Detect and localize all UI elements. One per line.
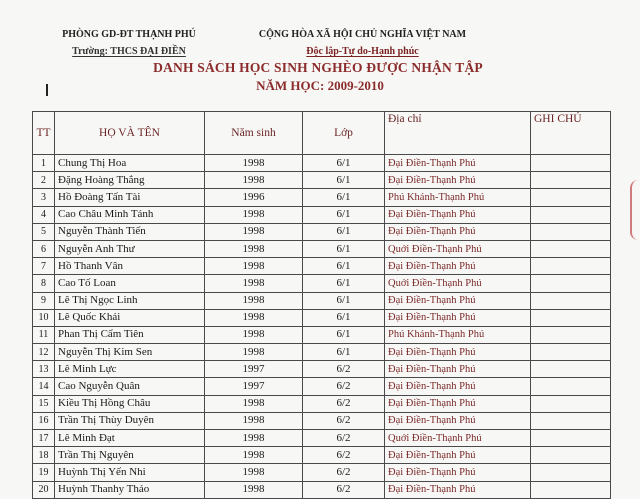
student-name: Kiều Thị Hồng Châu [55, 395, 205, 412]
row-number: 3 [33, 189, 55, 206]
note-cell [531, 361, 611, 378]
row-number: 20 [33, 481, 55, 498]
class-name: 6/2 [303, 430, 385, 447]
birth-year: 1997 [205, 361, 303, 378]
address: Đại Điền-Thạnh Phú [385, 481, 531, 498]
birth-year: 1998 [205, 240, 303, 257]
table-row [33, 378, 611, 395]
row-number: 7 [33, 258, 55, 275]
header-right [250, 26, 475, 60]
table-row [33, 223, 611, 240]
department-name: PHÒNG GD-ĐT THẠNH PHÚ [62, 29, 196, 40]
birth-year: 1996 [205, 189, 303, 206]
student-name: Huỳnh Thanhy Thảo [55, 481, 205, 498]
stamp-edge [630, 180, 640, 240]
class-name: 6/2 [303, 361, 385, 378]
row-number: 11 [33, 326, 55, 343]
birth-year: 1998 [205, 275, 303, 292]
class-name: 6/1 [303, 326, 385, 343]
school-year: NĂM HỌC: 2009-2010 [256, 78, 384, 93]
birth-year: 1998 [205, 155, 303, 172]
note-cell [531, 258, 611, 275]
row-number: 16 [33, 412, 55, 429]
student-name: Hồ Đoàng Tấn Tài [55, 189, 205, 206]
class-name: 6/2 [303, 464, 385, 481]
row-number: 2 [33, 172, 55, 189]
student-name: Nguyễn Thị Kim Sen [55, 344, 205, 361]
address: Phú Khánh-Thạnh Phú [385, 326, 531, 343]
row-number: 18 [33, 447, 55, 464]
address: Đại Điền-Thạnh Phú [385, 464, 531, 481]
birth-year: 1998 [205, 447, 303, 464]
table-row [33, 275, 611, 292]
school-name: Trường: THCS ĐẠI ĐIỀN [72, 46, 186, 57]
row-number: 4 [33, 206, 55, 223]
student-name: Lê Minh Đạt [55, 430, 205, 447]
row-number: 17 [33, 430, 55, 447]
note-cell [531, 206, 611, 223]
note-cell [531, 412, 611, 429]
address: Quới Điền-Thạnh Phú [385, 275, 531, 292]
row-number: 19 [33, 464, 55, 481]
birth-year: 1998 [205, 464, 303, 481]
student-name: Trần Thị Nguyên [55, 447, 205, 464]
class-name: 6/2 [303, 447, 385, 464]
address: Đại Điền-Thạnh Phú [385, 223, 531, 240]
class-name: 6/1 [303, 344, 385, 361]
table-row [33, 155, 611, 172]
table-row [33, 395, 611, 412]
class-name: 6/1 [303, 172, 385, 189]
student-table [32, 111, 611, 499]
note-cell [531, 326, 611, 343]
address: Đại Điền-Thạnh Phú [385, 412, 531, 429]
table-row [33, 206, 611, 223]
note-cell [531, 155, 611, 172]
note-cell [531, 223, 611, 240]
birth-year: 1998 [205, 292, 303, 309]
col-header-birth-year: Năm sinh [205, 112, 303, 155]
student-name: Nguyễn Thành Tiến [55, 223, 205, 240]
address: Phú Khánh-Thạnh Phú [385, 189, 531, 206]
note-cell [531, 447, 611, 464]
table-row [33, 172, 611, 189]
address: Quới Điền-Thạnh Phú [385, 240, 531, 257]
row-number: 6 [33, 240, 55, 257]
table-row [33, 464, 611, 481]
address: Đại Điền-Thạnh Phú [385, 447, 531, 464]
student-name: Phan Thị Cẩm Tiên [55, 326, 205, 343]
row-number: 9 [33, 292, 55, 309]
student-name: Hồ Thanh Vân [55, 258, 205, 275]
birth-year: 1998 [205, 430, 303, 447]
class-name: 6/1 [303, 240, 385, 257]
birth-year: 1998 [205, 258, 303, 275]
table-row [33, 189, 611, 206]
table-row [33, 292, 611, 309]
student-name: Cao Châu Minh Tánh [55, 206, 205, 223]
student-name: Lê Minh Lực [55, 361, 205, 378]
class-name: 6/1 [303, 258, 385, 275]
note-cell [531, 378, 611, 395]
class-name: 6/1 [303, 189, 385, 206]
header-left [44, 26, 214, 60]
birth-year: 1998 [205, 326, 303, 343]
national-motto: Độc lập-Tự do-Hạnh phúc [306, 46, 419, 57]
birth-year: 1998 [205, 172, 303, 189]
col-header-class: Lớp [303, 112, 385, 155]
note-cell [531, 309, 611, 326]
document-title: DANH SÁCH HỌC SINH NGHÈO ĐƯỢC NHẬN TẬP [153, 60, 483, 75]
address: Đại Điền-Thạnh Phú [385, 258, 531, 275]
class-name: 6/1 [303, 275, 385, 292]
address: Đại Điền-Thạnh Phú [385, 206, 531, 223]
student-name: Trần Thị Thùy Duyên [55, 412, 205, 429]
col-header-stt: TT [33, 112, 55, 155]
address: Đại Điền-Thạnh Phú [385, 292, 531, 309]
student-name: Đặng Hoàng Thắng [55, 172, 205, 189]
note-cell [531, 275, 611, 292]
table-header-row [33, 112, 611, 155]
row-number: 13 [33, 361, 55, 378]
table-row [33, 309, 611, 326]
class-name: 6/1 [303, 292, 385, 309]
row-number: 1 [33, 155, 55, 172]
class-name: 6/1 [303, 206, 385, 223]
address: Đại Điền-Thạnh Phú [385, 378, 531, 395]
note-cell [531, 240, 611, 257]
address: Đại Điền-Thạnh Phú [385, 309, 531, 326]
birth-year: 1998 [205, 309, 303, 326]
note-cell [531, 292, 611, 309]
note-cell [531, 481, 611, 498]
student-name: Chung Thị Hoa [55, 155, 205, 172]
row-number: 5 [33, 223, 55, 240]
birth-year: 1998 [205, 395, 303, 412]
note-cell [531, 172, 611, 189]
class-name: 6/1 [303, 223, 385, 240]
col-header-note: GHI CHÚ [531, 112, 611, 155]
table-row [33, 447, 611, 464]
student-name: Nguyễn Anh Thư [55, 240, 205, 257]
birth-year: 1998 [205, 206, 303, 223]
table-row [33, 430, 611, 447]
note-cell [531, 464, 611, 481]
table-row [33, 326, 611, 343]
birth-year: 1998 [205, 223, 303, 240]
note-cell [531, 430, 611, 447]
table-row [33, 258, 611, 275]
row-number: 10 [33, 309, 55, 326]
note-cell [531, 189, 611, 206]
table-row [33, 240, 611, 257]
table-row [33, 361, 611, 378]
address: Đại Điền-Thạnh Phú [385, 361, 531, 378]
table-row [33, 344, 611, 361]
student-name: Lê Thị Ngọc Linh [55, 292, 205, 309]
address: Đại Điền-Thạnh Phú [385, 172, 531, 189]
class-name: 6/1 [303, 155, 385, 172]
class-name: 6/2 [303, 412, 385, 429]
birth-year: 1998 [205, 481, 303, 498]
col-header-name: HỌ VÀ TÊN [55, 112, 205, 155]
country-name: CỘNG HÒA XÃ HỘI CHỦ NGHĨA VIỆT NAM [258, 29, 467, 40]
student-name: Lê Quốc Khải [55, 309, 205, 326]
row-number: 14 [33, 378, 55, 395]
class-name: 6/2 [303, 481, 385, 498]
birth-year: 1998 [205, 412, 303, 429]
row-number: 8 [33, 275, 55, 292]
note-cell [531, 344, 611, 361]
row-number: 15 [33, 395, 55, 412]
col-header-address: Địa chỉ [385, 112, 531, 155]
class-name: 6/1 [303, 309, 385, 326]
table-row [33, 481, 611, 498]
student-name: Cao Nguyễn Quân [55, 378, 205, 395]
address: Đại Điền-Thạnh Phú [385, 395, 531, 412]
class-name: 6/2 [303, 378, 385, 395]
student-name: Cao Tố Loan [55, 275, 205, 292]
address: Quới Điền-Thạnh Phú [385, 430, 531, 447]
student-name: Huỳnh Thị Yến Nhi [55, 464, 205, 481]
margin-mark [46, 84, 48, 96]
table-row [33, 412, 611, 429]
class-name: 6/2 [303, 395, 385, 412]
birth-year: 1998 [205, 344, 303, 361]
address: Đại Điền-Thạnh Phú [385, 344, 531, 361]
row-number: 12 [33, 344, 55, 361]
birth-year: 1997 [205, 378, 303, 395]
note-cell [531, 395, 611, 412]
address: Đại Điền-Thạnh Phú [385, 155, 531, 172]
